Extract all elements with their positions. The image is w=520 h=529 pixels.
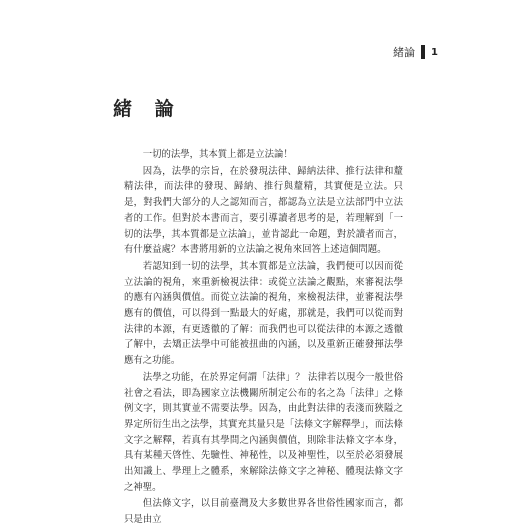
header-divider [421, 45, 425, 59]
paragraph: 一切的法學，其本質上都是立法論！ [142, 149, 293, 160]
paragraph: 法學之功能，在於界定何謂「法律」？ 法律若以現今一般世俗社會之看法，即為國家立法機關所制定公布的名之為「法律」之條例文字，則其實並不需要法學。因為，由此對法律的表淺而狹隘之界定所衍生出之法學，其實充其量只是「法條文字解釋學」，而法條文字之解釋，若真有其學問之內涵與價值，則除非法條文字本身，具有某種天啓性、先驗性、神秘性，以及神聖性，以至於必須發展出知識上、學理上之體系，來解除法條文字之神秘、體現法條文字之神聖。 [124, 371, 403, 493]
page-number: 1 [431, 46, 438, 58]
body-text [124, 147, 403, 529]
paragraph: 因為，法學的宗旨，在於發現法律、歸納法律、推行法律和釐精法律，而法律的發現、歸納、推行與釐精，其實便是立法。只是，對我們大部分的人之認知而言，都認為立法是立法部門中立法者的工作。但對於本書而言，要引導讀者思考的是，若理解到「一切的法學，其本質都是立法論」，並肯認此一命題，對於讀者而言，有什麼益處？本書將用新的立法論之視角來回答上述這個問題。 [124, 165, 403, 256]
paragraph: 若認知到一切的法學，其本質都是立法論，我們便可以因而從立法論的視角，來重新檢視法律：或從立法論之觀點，來審視法學的應有內涵與價值。而從立法論的視角，來檢視法律，並審視法學應有的價值，可以得到一點最大的好處，那就是，我們可以從而對法律的本源，有更透徹的了解：而我們也可以從法律的本源之透徹了解中，去矯正法學中可能被扭曲的內涵，以及重新正確發揮法學應有之功能。 [124, 260, 403, 367]
paragraph: 但法條文字，以目前臺灣及大多數世界各世俗性國家而言，都只是由立 [124, 498, 403, 526]
chapter-name: 緒論 [393, 46, 416, 59]
running-header [393, 44, 438, 60]
chapter-title: 緒 論 [113, 98, 182, 120]
